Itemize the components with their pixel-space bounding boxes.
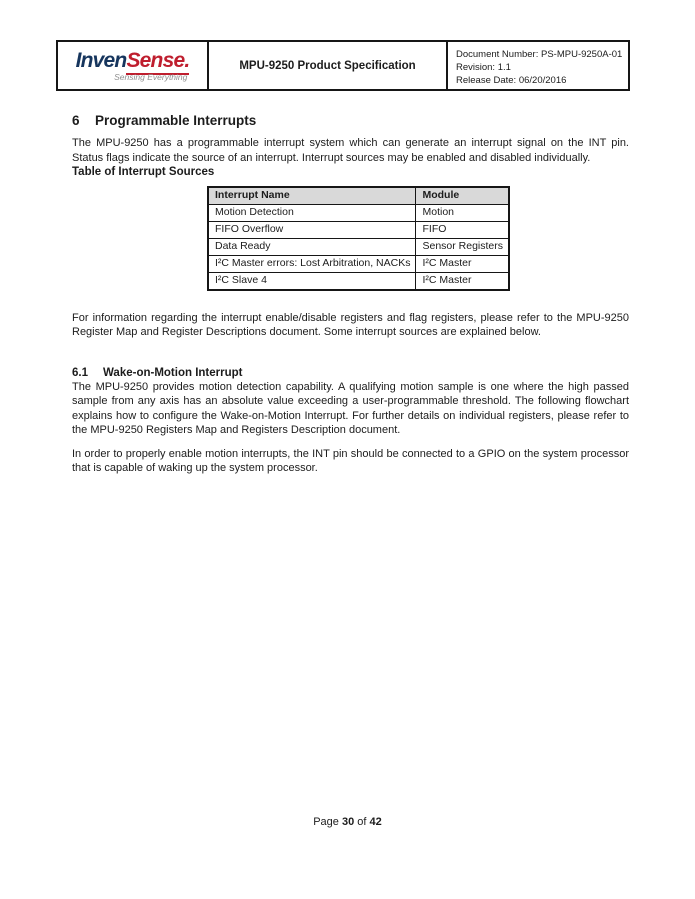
section-6-number: 6 bbox=[72, 113, 80, 128]
wake-on-motion-paragraph-2: In order to properly enable motion interrupts, the INT pin should be connected to a GPIO on the system processor that is capable of waking up the system processor. bbox=[72, 447, 629, 474]
interrupt-name-cell: Data Ready bbox=[208, 238, 416, 255]
interrupt-name-cell: FIFO Overflow bbox=[208, 221, 416, 238]
document-number: Document Number: PS-MPU-9250A-01 bbox=[456, 49, 623, 60]
header-logo-cell bbox=[58, 42, 209, 89]
footer-page-number: 30 bbox=[341, 816, 355, 828]
interrupt-name-cell: I²C Slave 4 bbox=[208, 272, 416, 290]
table-row bbox=[208, 238, 509, 255]
section-6-heading bbox=[72, 113, 629, 129]
register-info-paragraph: For information regarding the interrupt enable/disable registers and flag registers, please refer to the MPU-9250 Register Map and Register Descriptions document. Some interrupt sources are explained below. bbox=[72, 311, 629, 338]
logo-wordmark bbox=[76, 50, 190, 71]
module-cell: Motion bbox=[416, 204, 509, 221]
document-title: MPU-9250 Product Specification bbox=[209, 42, 448, 89]
footer-page-prefix: Page bbox=[313, 816, 339, 828]
footer-of-label: of bbox=[357, 816, 367, 828]
footer-total-pages: 42 bbox=[369, 816, 382, 828]
section-6-title: Programmable Interrupts bbox=[95, 113, 257, 128]
main-content bbox=[72, 113, 629, 476]
section-6-paragraph: The MPU-9250 has a programmable interrupt system which can generate an interrupt signal on the INT pin. Status flags indicate the source of an interrupt. Interrupt sources may be enabled and disabled individually. bbox=[72, 137, 629, 164]
document-release-date: Release Date: 06/20/2016 bbox=[456, 75, 567, 87]
interrupt-name-cell: Motion Detection bbox=[208, 204, 416, 221]
column-header-interrupt-name: Interrupt Name bbox=[208, 187, 416, 205]
page-footer bbox=[0, 816, 695, 828]
section-6-1-title: Wake-on-Motion Interrupt bbox=[103, 366, 243, 379]
module-cell: I²C Master bbox=[416, 272, 509, 290]
interrupt-name-cell: I²C Master errors: Lost Arbitration, NACKs bbox=[208, 255, 416, 272]
document-revision: Revision: 1.1 bbox=[456, 62, 511, 74]
module-cell: I²C Master bbox=[416, 255, 509, 272]
table-row bbox=[208, 272, 509, 290]
section-6-1-number: 6.1 bbox=[72, 366, 88, 379]
module-cell: FIFO bbox=[416, 221, 509, 238]
module-cell: Sensor Registers bbox=[416, 238, 509, 255]
table-header-row bbox=[208, 187, 509, 205]
interrupt-table-caption: Table of Interrupt Sources bbox=[72, 166, 215, 178]
column-header-module: Module bbox=[416, 187, 509, 205]
table-row bbox=[208, 204, 509, 221]
table-row bbox=[208, 255, 509, 272]
interrupt-sources-table bbox=[207, 186, 510, 291]
logo-text-inven: Inven bbox=[75, 48, 127, 72]
invensense-logo bbox=[76, 50, 190, 82]
table-row bbox=[208, 221, 509, 238]
section-6-1-heading bbox=[72, 366, 629, 380]
logo-text-sense: Sense. bbox=[126, 49, 189, 75]
document-info-cell bbox=[448, 42, 628, 89]
page-header bbox=[56, 40, 630, 91]
logo-tagline: Sensing Everything bbox=[114, 71, 188, 82]
wake-on-motion-paragraph-1: The MPU-9250 provides motion detection capability. A qualifying motion sample is one where the high passed sample from any axis has an absolute value exceeding a user-programmable threshold. The following flowchart explains how to configure the Wake-on-Motion Interrupt. For further details on individual registers, please refer to the MPU-9250 Registers Map and Registers Description document. bbox=[72, 380, 629, 436]
